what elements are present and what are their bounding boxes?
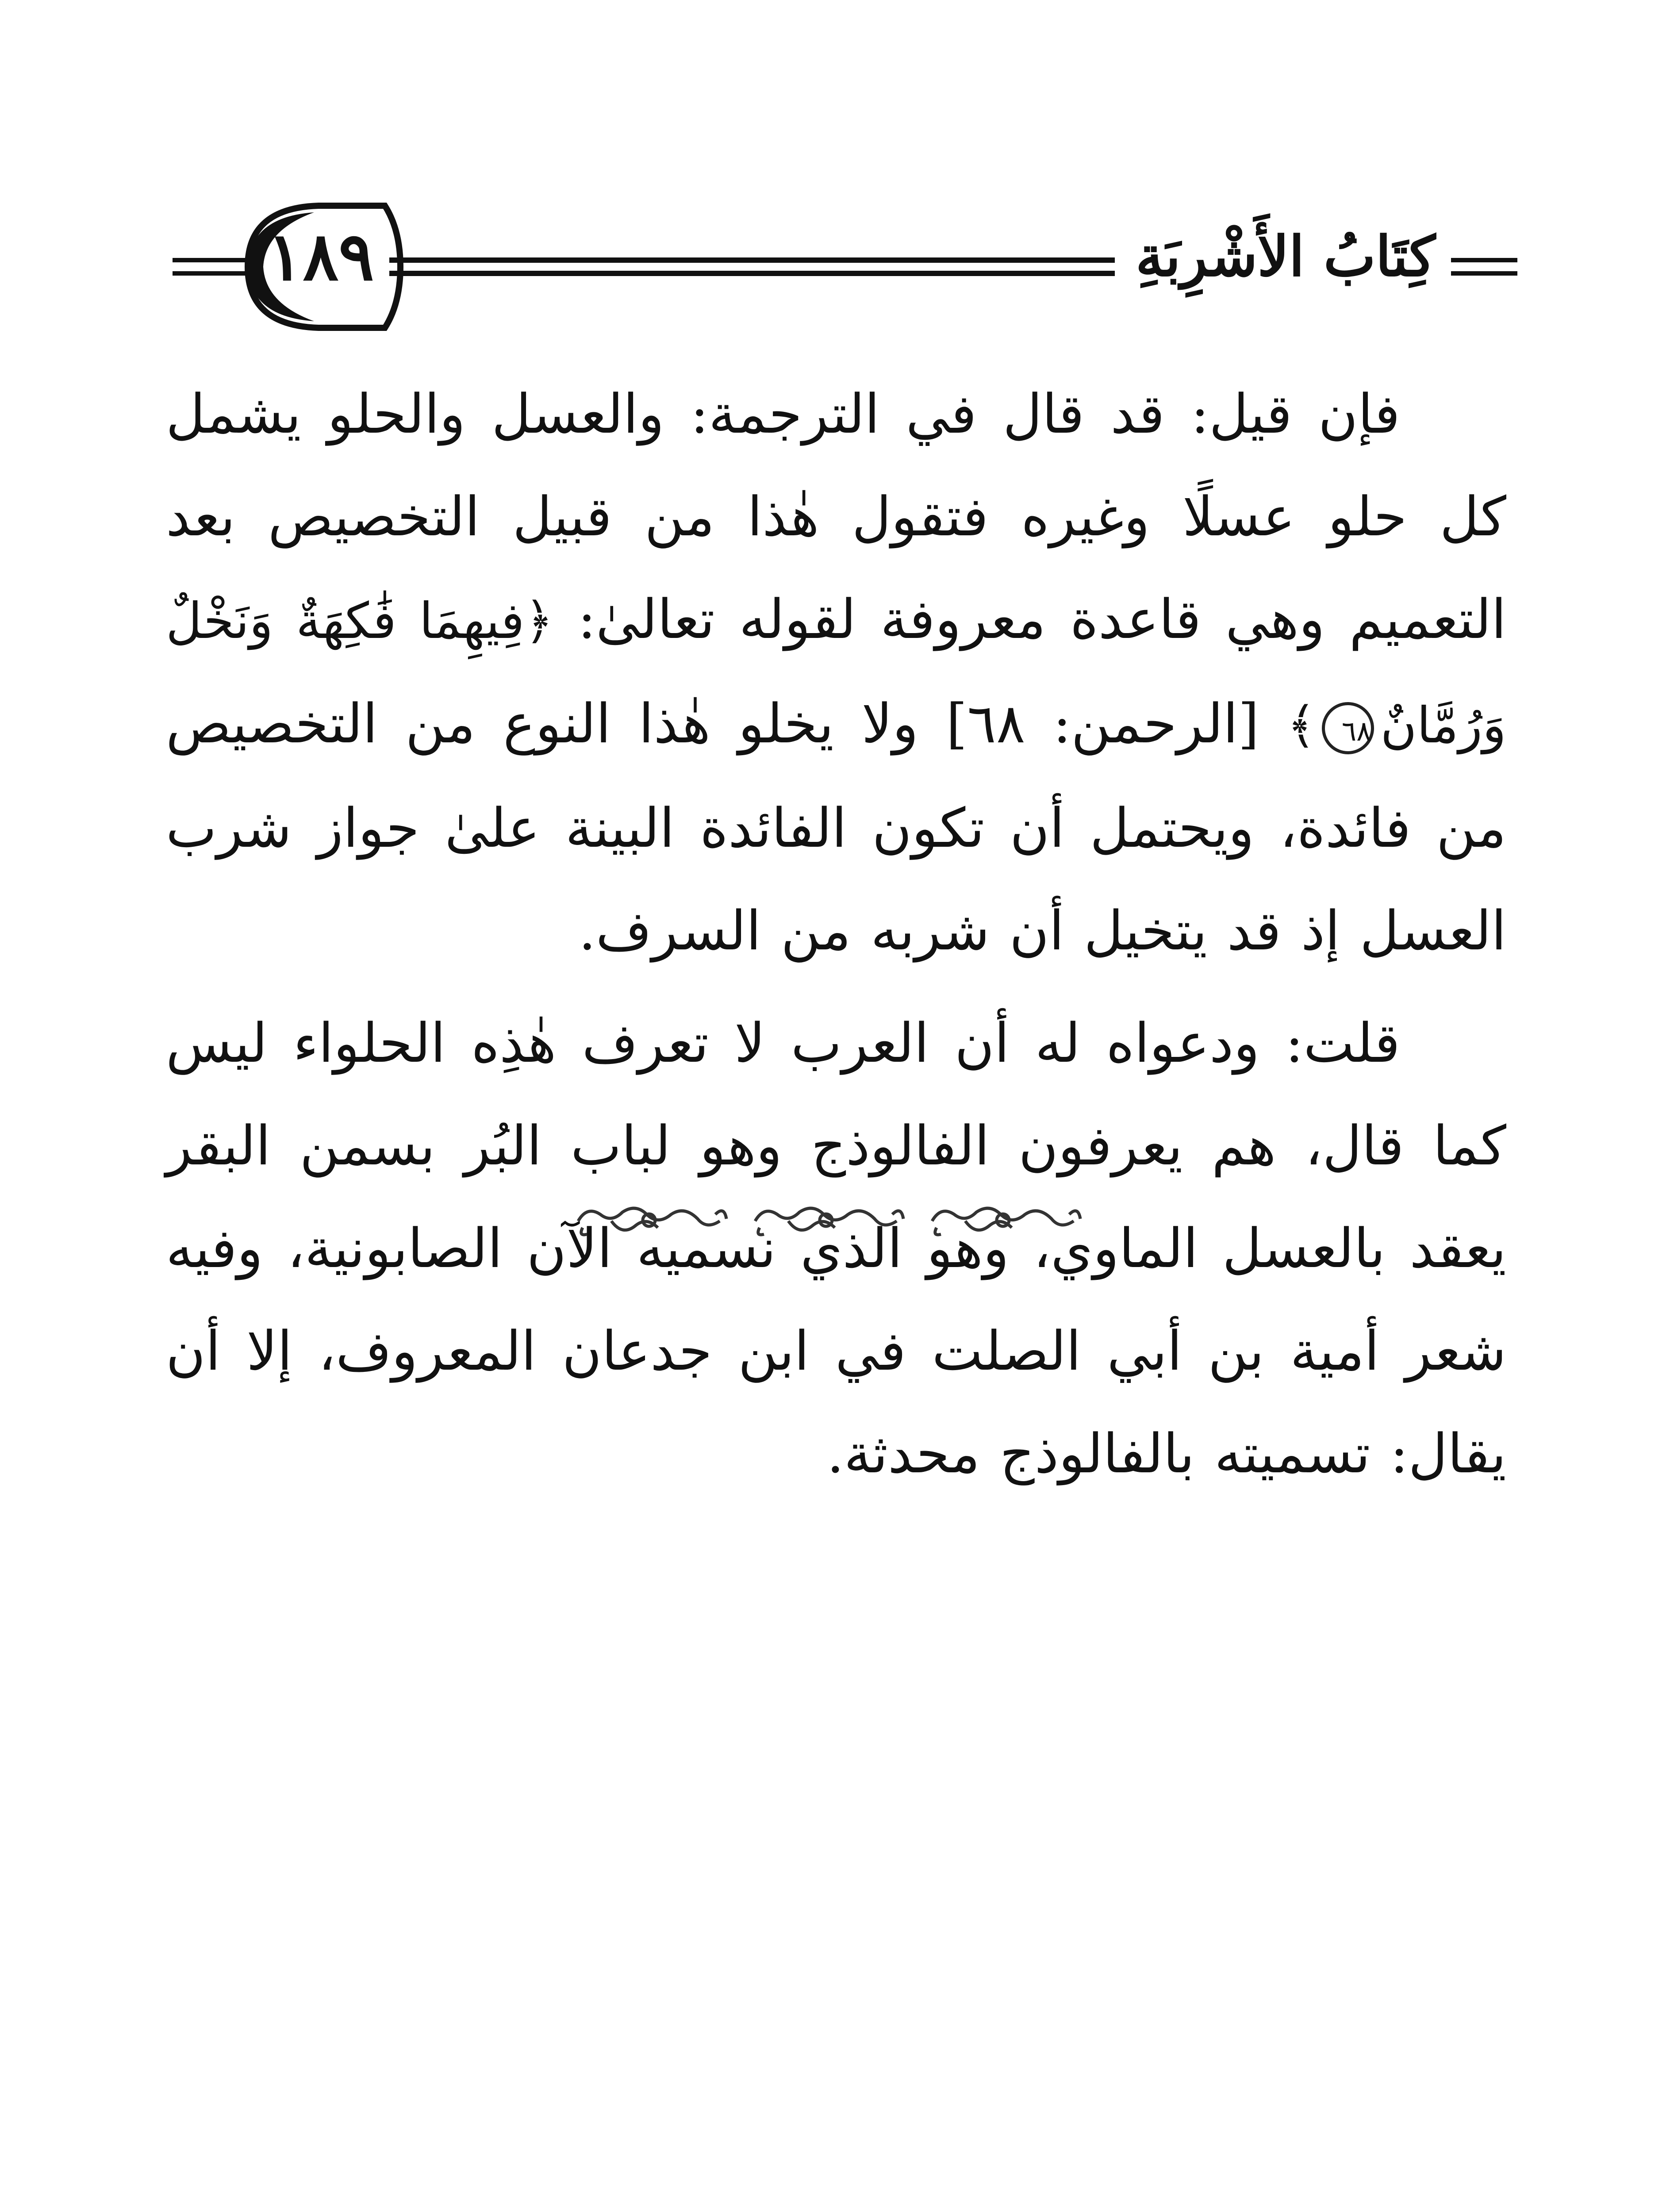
- page-number: ١٨٩: [267, 218, 374, 296]
- quran-verse-close: ﴾: [1286, 697, 1316, 754]
- page-body: [166, 363, 1506, 1515]
- section-end-ornament-icon: [561, 1194, 1109, 1248]
- paragraph: [166, 363, 1506, 982]
- paragraph-text: [الرحمن: ٦٨] ولا يخلو هٰذا النوع من التخصيص من فائدة، ويحتمل أن تكون الفائدة البينة علىٰ جواز شرب العسل إذ قد يتخيل أن شربه من السرف.: [166, 692, 1506, 962]
- quran-verse: ﴿فِيهِمَا فَٰكِهَةٌ وَنَخْلٌ وَرُمَّانٌ: [166, 592, 1506, 754]
- running-header: [0, 0, 1670, 336]
- paragraph-text: فإن قيل: قد قال في الترجمة: والعسل والحلو يشمل كل حلو عسلًا وغيره فتقول هٰذا من قبيل التخصيص بعد التعميم وهي قاعدة معروفة لقوله تعالىٰ:: [166, 383, 1506, 651]
- verse-number-marker: ٦٨: [1322, 702, 1374, 754]
- book-title: كِتَابُ الأَشْرِبَةِ: [1135, 224, 1436, 289]
- paragraph: قلت: ودعواه له أن العرب لا تعرف هٰذِه الحلواء ليس كما قال، هم يعرفون الفالوذج وهو لباب البُر بسمن البقر يعقد بالعسل الماوي، وهو الذي نسميه الآن الصابونية، وفيه شعر أمية بن أبي الصلت في ابن جدعان المعروف، إلا أن يقال: تسميته بالفالوذج محدثة.: [166, 1012, 1506, 1485]
